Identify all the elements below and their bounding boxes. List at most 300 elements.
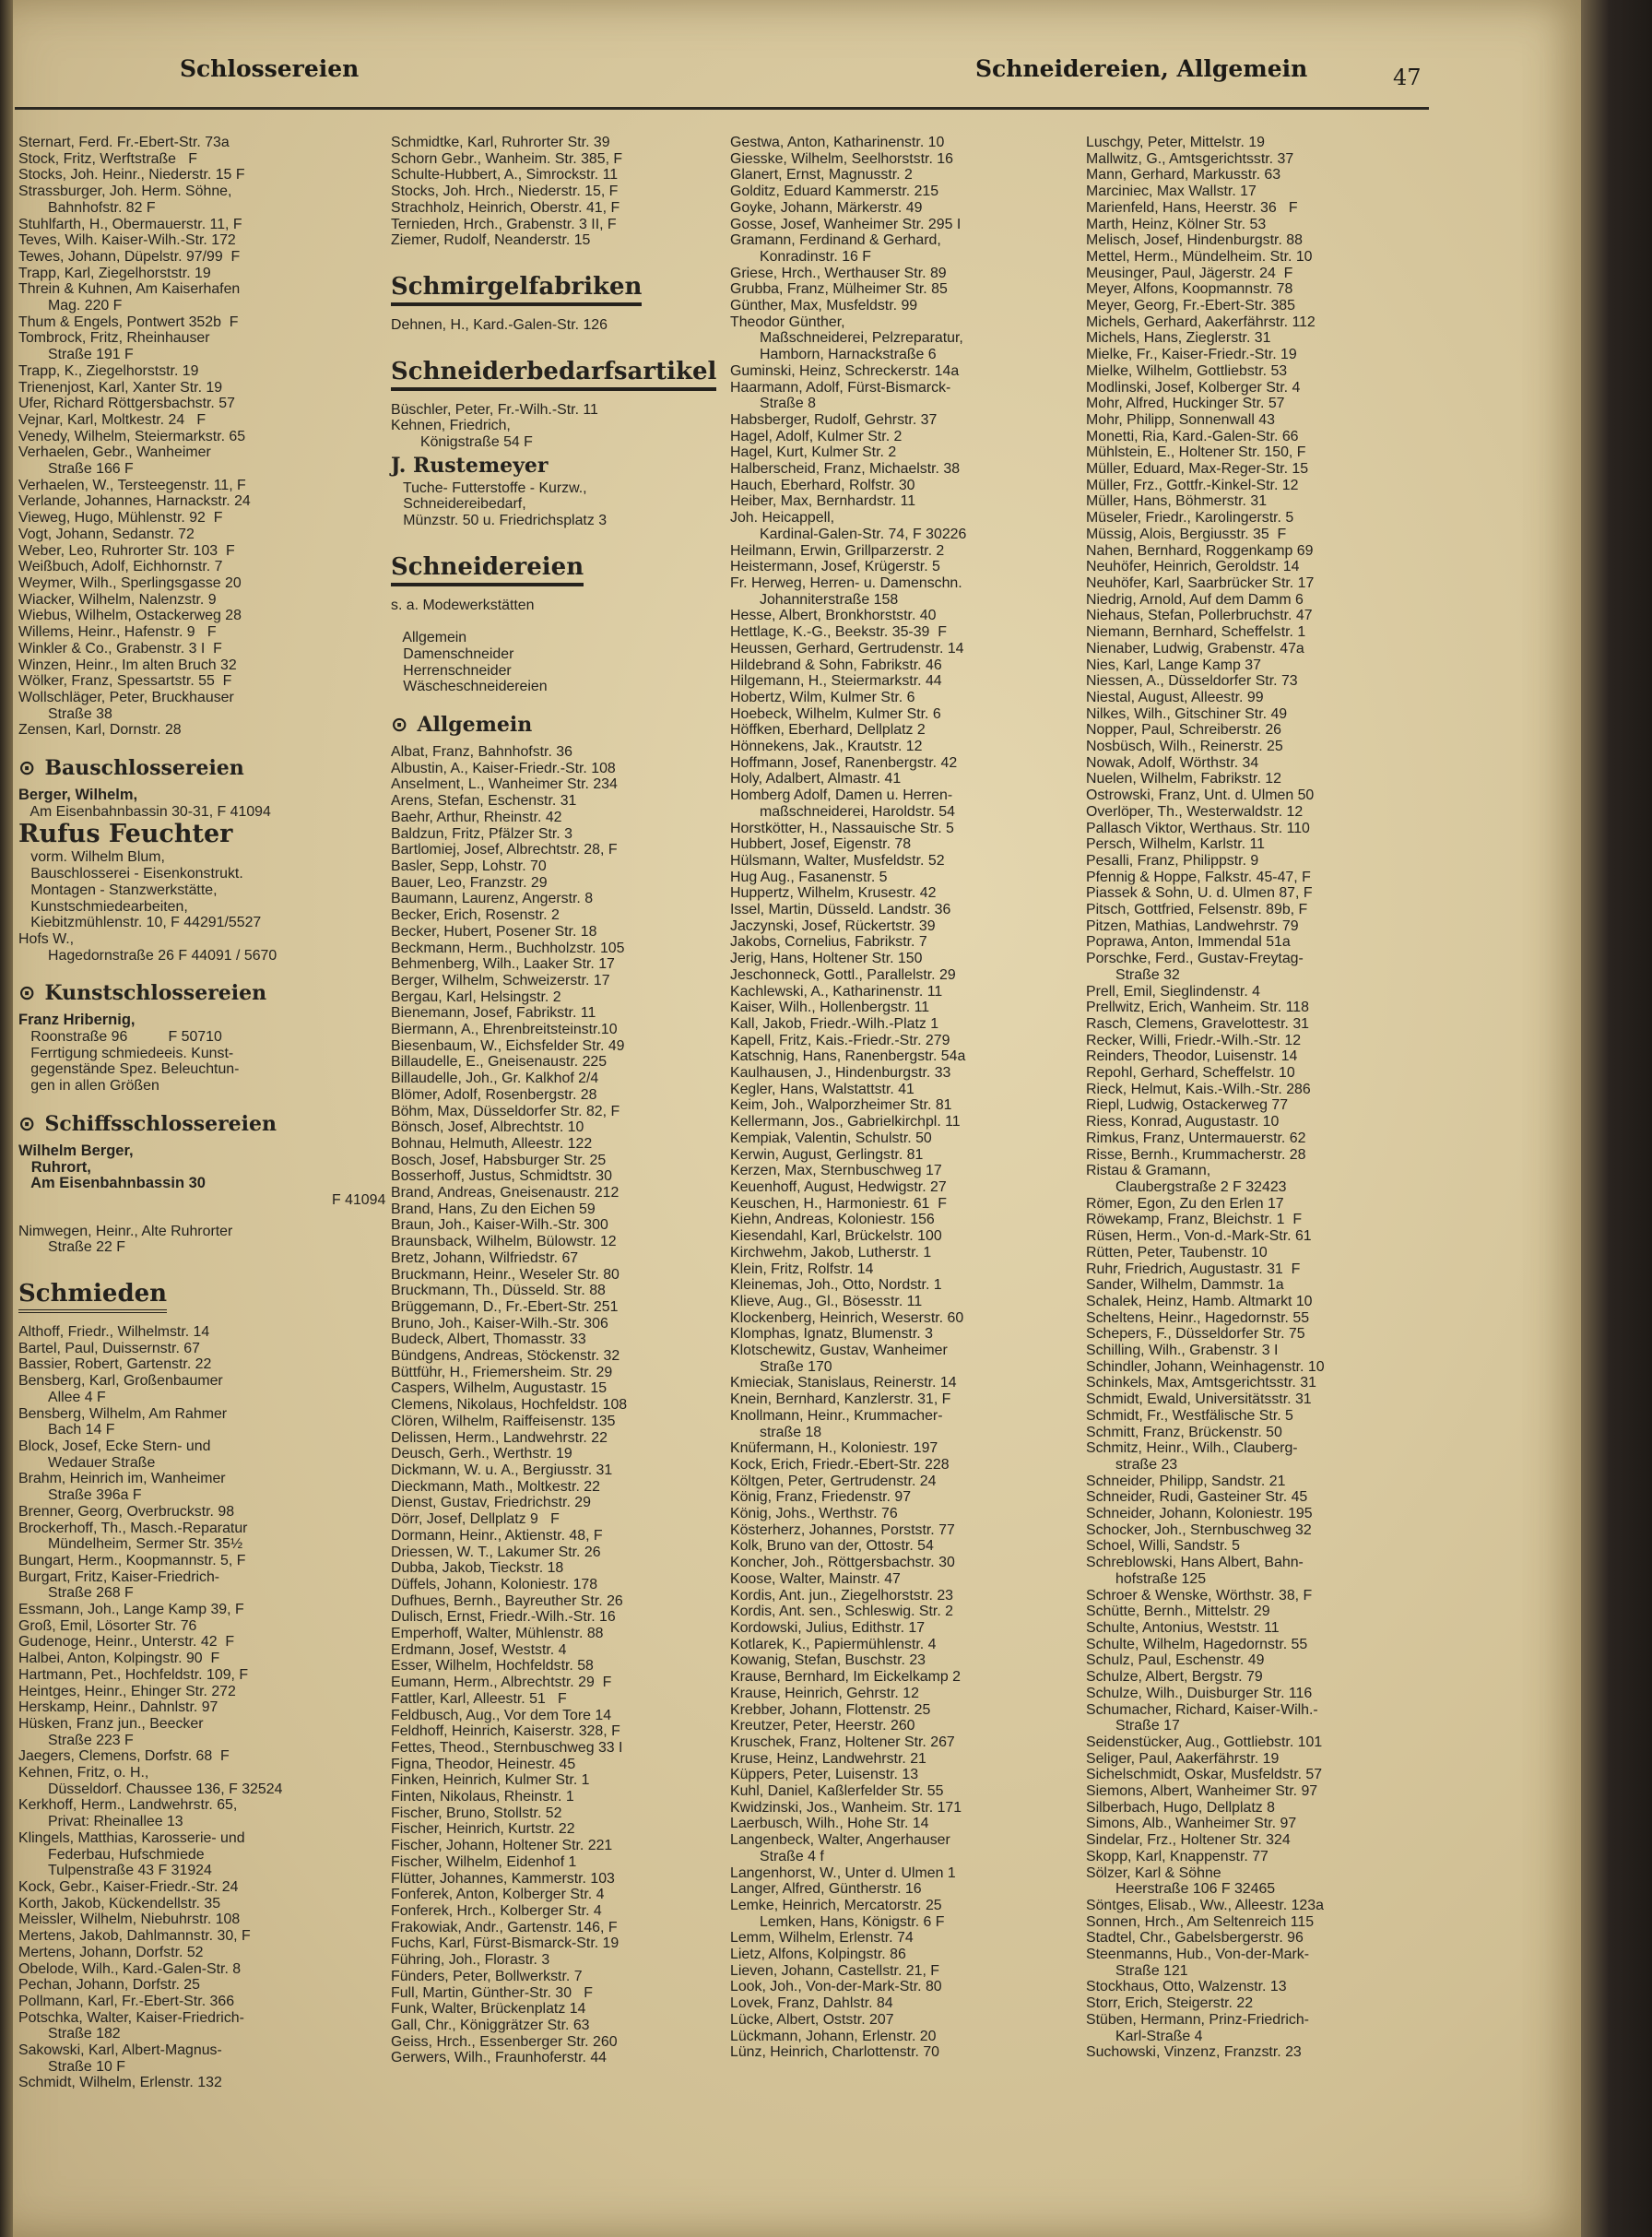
list-item	[391, 1528, 725, 1545]
list-item	[730, 1686, 1080, 1702]
entry-text: Prell, Emil, Sieglindenstr. 4	[1086, 983, 1261, 1000]
entry-text: Willems, Heinr., Hafenstr. 9 F	[18, 624, 217, 641]
entry-continuation: maßschneiderei, Haroldstr. 54	[760, 803, 955, 820]
list-item	[391, 1479, 725, 1496]
list-item	[730, 608, 1080, 624]
entry-text: Bauer, Leo, Franzstr. 29	[391, 874, 548, 891]
entry-text: Kall, Jakob, Friedr.-Wilh.-Platz 1	[730, 1015, 939, 1032]
entry-text: Mertens, Jakob, Dahlmannstr. 30, F	[18, 1928, 251, 1945]
list-item	[730, 1440, 1080, 1457]
entry-text: Knüfermann, H., Koloniestr. 197	[730, 1440, 938, 1457]
list-item	[730, 1522, 1080, 1539]
list-item	[391, 1789, 725, 1805]
entry-text: Klein, Fritz, Rolfstr. 14	[730, 1261, 874, 1277]
entry-text: Monetti, Ria, Kard.-Galen-Str. 66	[1086, 428, 1299, 444]
list-item	[730, 1800, 1080, 1817]
list-item	[1086, 1637, 1427, 1653]
list-item	[1086, 902, 1427, 918]
list-item	[1086, 151, 1427, 168]
entry-text: Schocker, Joh., Sternbuschweg 32	[1086, 1521, 1312, 1538]
list-item	[1086, 1816, 1427, 1832]
entry-text: Söntges, Elisab., Ww., Alleestr. 123a	[1086, 1897, 1324, 1913]
entry-text: Hettlage, K.-G., Beekstr. 35-39 F	[730, 624, 947, 641]
entry-text: Fischer, Bruno, Stollstr. 52	[391, 1805, 562, 1821]
entry-text: Gestwa, Anton, Katharinenstr. 10	[730, 135, 945, 150]
list-item	[391, 135, 725, 151]
list-item	[1086, 657, 1427, 674]
entry-text: Baldzun, Fritz, Pfälzer Str. 3	[391, 825, 572, 842]
entry-text: Führing, Joh., Florastr. 3	[391, 1952, 550, 1969]
entry-text: Schneider, Philipp, Sandstr. 21	[1086, 1473, 1286, 1489]
list-item	[730, 902, 1080, 918]
list-item	[1086, 249, 1427, 266]
entry-name: Threin & Kuhnen, Am Kaiserhafen	[18, 281, 241, 298]
list-item	[1086, 1783, 1427, 1800]
entry-text: Niessen, A., Düsseldorfer Str. 73	[1086, 673, 1298, 690]
entry-name: Kerkhoff, Herm., Landwehrstr. 65,	[18, 1797, 238, 1814]
entry-text: Jerig, Hans, Holtener Str. 150	[730, 951, 923, 967]
entry-name: Steenmanns, Hub., Von-der-Mark-	[1086, 1947, 1309, 1963]
list-item	[730, 232, 1080, 265]
list-item	[1086, 836, 1427, 853]
entry-text: Bauschlosserei - Eisenkonstrukt.	[18, 866, 243, 882]
list-item	[1086, 641, 1427, 657]
list-item	[730, 1963, 1080, 1980]
entry-text: Schepers, F., Düsseldorfer Str. 75	[1086, 1326, 1305, 1343]
entry-text: Münzstr. 50 u. Friedrichsplatz 3	[391, 513, 608, 529]
firm-hribernig: Franz Hribernig,	[18, 1012, 136, 1029]
entry-text: Bosch, Josef, Habsburger Str. 25	[391, 1152, 607, 1168]
list-item	[1086, 167, 1427, 183]
list-item	[391, 1332, 725, 1348]
entry-text: Niemann, Bernhard, Scheffelstr. 1	[1086, 624, 1306, 641]
list-item	[391, 1691, 725, 1708]
list-item	[391, 1969, 725, 1985]
list-item	[1086, 1669, 1427, 1686]
entry-text: König, Franz, Friedenstr. 97	[730, 1489, 912, 1506]
entry-text: Kotlarek, K., Papiermühlenstr. 4	[730, 1636, 937, 1652]
list-item	[391, 842, 725, 858]
list-item	[730, 1652, 1080, 1669]
list-item	[730, 1816, 1080, 1832]
list-item	[18, 1324, 387, 1341]
entry-text: Bartel, Paul, Duissernstr. 67	[18, 1340, 200, 1356]
list-item	[730, 836, 1080, 853]
list-item	[730, 1718, 1080, 1734]
entry-text: Althoff, Friedr., Wilhelmstr. 14	[18, 1324, 210, 1341]
list-item	[18, 183, 387, 216]
list-item	[18, 1078, 387, 1095]
list-item	[18, 657, 387, 674]
list-item	[1086, 624, 1427, 641]
list-item	[1086, 1832, 1427, 1849]
list-item	[1086, 739, 1427, 755]
list-item	[391, 1642, 725, 1659]
list-item	[391, 973, 725, 989]
entry-text	[391, 614, 395, 630]
list-item	[391, 1626, 725, 1642]
list-item	[391, 1952, 725, 1969]
book-edge	[1581, 0, 1652, 2237]
list-item	[391, 1838, 725, 1854]
entry-text: Heilmann, Erwin, Grillparzerstr. 2	[730, 542, 945, 559]
list-item	[18, 2042, 387, 2075]
entry-text: Kolk, Bruno van der, Ottostr. 54	[730, 1538, 934, 1555]
entry-text: Kmieciak, Stanislaus, Reinerstr. 14	[730, 1375, 957, 1391]
list-item	[391, 1935, 725, 1952]
entry-text: Scheltens, Heinr., Hagedornstr. 55	[1086, 1309, 1310, 1326]
list-item	[1086, 1016, 1427, 1033]
list-item	[391, 646, 725, 663]
list-item	[1086, 217, 1427, 233]
entry-text: Küppers, Peter, Luisenstr. 13	[730, 1767, 919, 1783]
list-item	[730, 1147, 1080, 1164]
list-item	[18, 1471, 387, 1503]
entry-text: Bassier, Robert, Gartenstr. 22	[18, 1356, 212, 1373]
entry-text: Erdmann, Josef, Weststr. 4	[391, 1641, 567, 1658]
entry-text: Bosserhoff, Justus, Schmidtstr. 30	[391, 1168, 612, 1185]
entry-text: vorm. Wilhelm Blum,	[18, 849, 165, 866]
list-item	[730, 412, 1080, 429]
entry-text: Overlöper, Th., Westerwaldstr. 12	[1086, 803, 1304, 820]
list-item	[730, 1832, 1080, 1864]
list-item	[1086, 1652, 1427, 1669]
entry-name: Stüben, Hermann, Prinz-Friedrich-	[1086, 2011, 1309, 2028]
entry-text: Meyer, Alfons, Koopmannstr. 78	[1086, 281, 1293, 298]
entry-text: Esser, Wilhelm, Hochfeldstr. 58	[391, 1658, 594, 1675]
entry-text: Eumann, Herm., Albrechtstr. 29 F	[391, 1675, 612, 1691]
list-item	[18, 543, 387, 560]
entry-text: Kunstschmiedearbeiten,	[18, 898, 188, 915]
list-item	[1086, 706, 1427, 723]
entry-text: Schneidereibedarf,	[391, 496, 526, 513]
entry-continuation: Straße 4 f	[760, 1848, 824, 1864]
entry-text: Damenschneider	[391, 645, 514, 662]
entry-text: Bienemann, Josef, Fabrikstr. 11	[391, 1005, 596, 1022]
firm-rustemeyer: J. Rustemeyer	[391, 453, 549, 478]
list-item	[18, 2075, 387, 2091]
entry-text: Ferrtigung schmiedeeis. Kunst-	[18, 1045, 234, 1061]
list-item	[1086, 1245, 1427, 1261]
entry-text: Vejnar, Karl, Moltkestr. 24 F	[18, 411, 206, 428]
list-item	[730, 1947, 1080, 1963]
section-bauschlossereien: ⊙ Bauschlossereien	[18, 756, 244, 781]
entry-text: Mielke, Wilhelm, Gottliebstr. 53	[1086, 362, 1288, 379]
list-item	[730, 934, 1080, 951]
entry-text: Melisch, Josef, Hindenburgstr. 88	[1086, 232, 1303, 249]
list-allgemein	[391, 744, 725, 2066]
list-item	[1086, 527, 1427, 543]
list-item	[730, 1620, 1080, 1637]
entry-text: Trapp, Karl, Ziegelhorststr. 19	[18, 265, 211, 281]
entry-text: Müseler, Friedr., Karolingerstr. 5	[1086, 510, 1294, 527]
entry-name: Ristau & Gramann,	[1086, 1163, 1211, 1179]
entry-text: Koncher, Joh., Röttgersbachstr. 30	[730, 1555, 955, 1571]
list-item	[391, 663, 725, 680]
entry-text: Ruhrort,	[18, 1158, 91, 1176]
list-item	[1086, 1506, 1427, 1522]
list-rufus	[18, 849, 387, 964]
list-item	[391, 1708, 725, 1724]
list-item	[391, 744, 725, 761]
section-schneidereien: Schneidereien	[391, 553, 584, 586]
firm-berger: Berger, Wilhelm,	[18, 787, 138, 804]
entry-text: König, Johs., Werthstr. 76	[730, 1506, 898, 1522]
entry-text: Kowanig, Stefan, Buschstr. 23	[730, 1652, 926, 1669]
entry-text: Fischer, Wilhelm, Eidenhof 1	[391, 1853, 577, 1870]
entry-name: Tombrock, Fritz, Rheinhauser	[18, 330, 210, 347]
entry-text: Lückmann, Johann, Erlenstr. 20	[730, 2028, 937, 2044]
list-item	[730, 1995, 1080, 2012]
entry-text: Flütter, Johannes, Kammerstr. 103	[391, 1870, 615, 1887]
list-item	[730, 1865, 1080, 1882]
list-item	[1086, 1130, 1427, 1147]
entry-text: Keuschen, H., Harmoniestr. 61 F	[730, 1195, 947, 1212]
entry-text: Kiesendahl, Karl, Brückelstr. 100	[730, 1228, 942, 1245]
list-item	[391, 891, 725, 907]
list-item	[1086, 1163, 1427, 1195]
list-item	[391, 956, 725, 973]
entry-text: Feldhoff, Heinrich, Kaiserstr. 328, F	[391, 1723, 620, 1740]
entry-text: Risse, Bernh., Krummacherstr. 28	[1086, 1146, 1306, 1163]
list-item	[730, 1669, 1080, 1686]
list-item	[730, 1555, 1080, 1571]
list-item	[1086, 1440, 1427, 1473]
entry-text: Braun, Joh., Kaiser-Wilh.-Str. 300	[391, 1217, 608, 1234]
list-item	[730, 1114, 1080, 1130]
entry-text: Kuhl, Daniel, Kaßlerfelder Str. 55	[730, 1783, 944, 1800]
entry-text: Költgen, Peter, Gertrudenstr. 24	[730, 1473, 937, 1489]
list-item	[730, 1457, 1080, 1474]
entry-text: Emperhoff, Walter, Mühlenstr. 88	[391, 1626, 604, 1642]
list-item	[1086, 1359, 1427, 1376]
list-item	[391, 1854, 725, 1871]
list-item	[1086, 1604, 1427, 1620]
entry-text: Schalek, Heinz, Hamb. Altmarkt 10	[1086, 1293, 1313, 1309]
entry-text: Poprawa, Anton, Immendal 51a	[1086, 934, 1291, 951]
entry-text: Mielke, Fr., Kaiser-Friedr.-Str. 19	[1086, 347, 1297, 363]
entry-text: Finten, Nikolaus, Rheinstr. 1	[391, 1789, 574, 1805]
list-item	[730, 870, 1080, 886]
entry-text: Am Eisenbahnbassin 30	[18, 1175, 206, 1192]
entry-text: Schmidtke, Karl, Ruhrorter Str. 39	[391, 135, 610, 150]
entry-continuation: hofstraße 125	[1115, 1570, 1207, 1587]
list-item	[730, 967, 1080, 984]
list-item	[1086, 493, 1427, 510]
entry-text: Zensen, Karl, Dornstr. 28	[18, 722, 182, 739]
list-item	[730, 1212, 1080, 1228]
list-item	[1086, 1326, 1427, 1343]
page-number: 47	[1393, 65, 1422, 90]
list-item	[1086, 1995, 1427, 2012]
list-item	[391, 858, 725, 875]
entry-text: Lietz, Alfons, Kolpingstr. 86	[730, 1947, 906, 1963]
list-item	[18, 1356, 387, 1373]
entry-text: Kerwin, August, Gerlingstr. 81	[730, 1146, 924, 1163]
list-item	[18, 1994, 387, 2010]
list-item	[18, 429, 387, 445]
list-item	[18, 1879, 387, 1896]
entry-text: Neuhöfer, Heinrich, Geroldstr. 14	[1086, 559, 1300, 575]
entry-text: Montagen - Stanzwerkstätte,	[18, 882, 218, 898]
entry-text: Strachholz, Heinrich, Oberstr. 41, F	[391, 199, 620, 216]
list-item	[1086, 1277, 1427, 1294]
entry-text: Schulte, Antonius, Weststr. 11	[1086, 1619, 1280, 1636]
list-item	[730, 1881, 1080, 1898]
list-item	[730, 787, 1080, 820]
entry-continuation: Königstraße 54 F	[420, 434, 533, 451]
list-item	[1086, 918, 1427, 935]
entry-text: Huppertz, Wilhelm, Krusestr. 42	[730, 885, 937, 902]
entry-text: Goyke, Johann, Märkerstr. 49	[730, 199, 923, 216]
list-item	[18, 1029, 387, 1046]
list-item	[18, 1176, 387, 1192]
entry-text: Niedrig, Arnold, Auf dem Damm 6	[1086, 591, 1304, 608]
entry-text: Groß, Emil, Lösorter Str. 76	[18, 1617, 197, 1634]
entry-text: Brand, Hans, Zu den Eichen 59	[391, 1201, 596, 1217]
list-item	[730, 1408, 1080, 1440]
right-running-head: Schneidereien, Allgemein	[975, 55, 1308, 82]
list-item	[730, 1228, 1080, 1245]
entry-text: Schmidt, Wilhelm, Erlenstr. 132	[18, 2075, 222, 2091]
list-item	[730, 755, 1080, 772]
bullet-icon: ⊙	[391, 714, 408, 738]
list-item	[1086, 673, 1427, 690]
entry-text: Rasch, Clemens, Gravelottestr. 31	[1086, 1015, 1309, 1032]
list-item	[18, 690, 387, 722]
list-item	[18, 1830, 387, 1879]
entry-text: Kordowski, Julius, Edithstr. 17	[730, 1619, 926, 1636]
list-item	[1086, 1065, 1427, 1082]
entry-text: Böhm, Max, Düsseldorfer Str. 82, F	[391, 1103, 620, 1119]
list-item	[391, 1234, 725, 1250]
list-item	[1086, 592, 1427, 609]
entry-text: Piassek & Sohn, U. d. Ulmen 87, F	[1086, 885, 1313, 902]
list-item	[730, 1489, 1080, 1506]
list-item	[1086, 1375, 1427, 1391]
list-hribernig	[18, 1029, 387, 1095]
entry-text: Repohl, Gerhard, Scheffelstr. 10	[1086, 1065, 1295, 1082]
list-item	[18, 1160, 387, 1177]
list-item	[1086, 1391, 1427, 1408]
entry-text: Hönnekens, Jak., Krautstr. 12	[730, 739, 923, 755]
list-item	[1086, 1734, 1427, 1751]
list-item	[1086, 1686, 1427, 1702]
entry-text: Fettes, Theod., Sternbuschweg 33 I	[391, 1739, 623, 1756]
entry-text: Kreutzer, Peter, Heerstr. 260	[730, 1718, 915, 1734]
entry-text: Langenhorst, W., Unter d. Ulmen 1	[730, 1864, 956, 1881]
entry-text: Issel, Martin, Düsseld. Landstr. 36	[730, 902, 951, 918]
list-item	[391, 630, 725, 646]
entry-text: Wölker, Franz, Spessartstr. 55 F	[18, 673, 232, 690]
entry-text: Tewes, Johann, Düpelstr. 97/99 F	[18, 248, 241, 265]
entry-text: Simons, Alb., Wanheimer Str. 97	[1086, 1816, 1297, 1832]
entry-text: Dubba, Jakob, Tieckstr. 18	[391, 1560, 564, 1577]
entry-text: Brüggemann, D., Fr.-Ebert-Str. 251	[391, 1298, 619, 1315]
list-item	[730, 641, 1080, 657]
column-2	[391, 135, 725, 2066]
list-item	[391, 1153, 725, 1169]
list-item	[730, 1588, 1080, 1604]
list-item	[730, 1751, 1080, 1768]
list-item	[391, 480, 725, 497]
entry-text: Schorn Gebr., Wanheim. Str. 385, F	[391, 150, 623, 167]
list-item	[1086, 690, 1427, 706]
list-bedarf	[391, 402, 725, 451]
entry-text: Kordis, Ant. jun., Ziegelhorststr. 23	[730, 1587, 954, 1604]
list-item	[1086, 1343, 1427, 1359]
list-item	[730, 1196, 1080, 1213]
entry-text: Gall, Chr., Königgrätzer Str. 63	[391, 2017, 590, 2033]
entry-text: Schneider, Rudi, Gasteiner Str. 45	[1086, 1489, 1308, 1506]
entry-continuation: Kardinal-Galen-Str. 74, F 30226	[760, 526, 967, 542]
list-item	[1086, 330, 1427, 347]
list-item	[391, 1380, 725, 1397]
list-item	[730, 1930, 1080, 1947]
list-item	[730, 1261, 1080, 1278]
list-item	[391, 810, 725, 826]
list-item	[1086, 559, 1427, 575]
entry-text: Bündgens, Andreas, Stöckenstr. 32	[391, 1348, 620, 1365]
entry-continuation: Johanniterstraße 158	[760, 591, 899, 608]
list-item	[391, 1545, 725, 1561]
list-item	[730, 478, 1080, 494]
list-item	[1086, 1425, 1427, 1441]
entry-text: Kleinemas, Joh., Otto, Nordstr. 1	[730, 1277, 942, 1294]
entry-text: Prellwitz, Erich, Wanheim. Str. 118	[1086, 1000, 1309, 1016]
entry-text: Sander, Wilhelm, Dammstr. 1a	[1086, 1277, 1284, 1294]
list-item	[1086, 135, 1427, 151]
list-item	[730, 1082, 1080, 1098]
entry-continuation: Karl-Straße 4	[1115, 2028, 1203, 2044]
phone-berger: F 41094	[332, 1191, 386, 1208]
list-item	[391, 2018, 725, 2034]
list-item	[18, 1765, 387, 1797]
entry-text: Schulze, Wilh., Duisburger Str. 116	[1086, 1685, 1313, 1701]
entry-name: Gramann, Ferdinand & Gerhard,	[730, 232, 941, 249]
list-item	[18, 1602, 387, 1618]
entry-name: Fr. Herweg, Herren- u. Damenschn.	[730, 574, 962, 591]
list-item	[730, 1245, 1080, 1261]
list-item	[730, 298, 1080, 314]
list-item	[391, 1054, 725, 1071]
list-item	[730, 1783, 1080, 1800]
entry-text: Hartmann, Pet., Hochfeldstr. 109, F	[18, 1666, 249, 1683]
list-item	[730, 2012, 1080, 2029]
entry-text: Pesalli, Franz, Philippstr. 9	[1086, 852, 1259, 869]
entry-text: Büttführ, H., Friemersheim. Str. 29	[391, 1364, 613, 1380]
entry-text: Jaczynski, Josef, Rückertstr. 39	[730, 917, 936, 934]
entry-text: Marciniec, Max Wallstr. 17	[1086, 183, 1257, 200]
entry-text: Fonferek, Anton, Kolberger Str. 4	[391, 1887, 605, 1903]
column-4	[1086, 135, 1427, 2061]
list-item	[730, 706, 1080, 723]
list-item	[391, 1821, 725, 1838]
entry-text: Müller, Hans, Böhmerstr. 31	[1086, 493, 1268, 510]
entry-text: Stocks, Joh. Heinr., Niederstr. 15 F	[18, 167, 245, 183]
list-item	[730, 543, 1080, 560]
list-item	[391, 1250, 725, 1267]
list-item	[730, 1033, 1080, 1049]
entry-text: Verhaelen, W., Tersteegenstr. 11, F	[18, 477, 246, 493]
list-item	[391, 941, 725, 957]
list-item	[730, 739, 1080, 755]
entry-text: Dörr, Josef, Dellplatz 9 F	[391, 1511, 560, 1528]
list-item	[1086, 1048, 1427, 1065]
entry-continuation: Düsseldorf. Chaussee 136, F 32524	[48, 1781, 283, 1797]
list-nimwegen	[18, 1224, 387, 1256]
entry-text: Gosse, Josef, Wanheimer Str. 295 I	[730, 216, 962, 232]
